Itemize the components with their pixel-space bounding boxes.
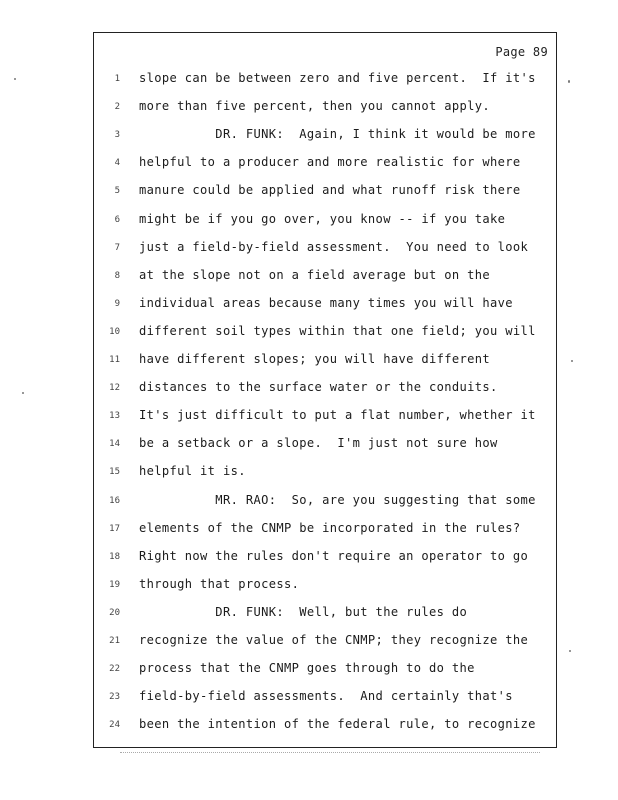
line-number: 8 <box>114 270 120 281</box>
line-text: manure could be applied and what runoff risk there <box>139 183 521 198</box>
transcript-line <box>94 436 556 456</box>
transcript-line <box>94 408 556 428</box>
line-text: different soil types within that one field; you will <box>139 323 536 338</box>
page-number: Page 89 <box>495 45 548 59</box>
line-number: 7 <box>114 242 120 253</box>
line-text: might be if you go over, you know -- if you take <box>139 211 506 226</box>
scan-speck <box>14 78 16 80</box>
line-number: 10 <box>109 326 120 337</box>
transcript-line <box>94 549 556 569</box>
transcript-line <box>94 296 556 316</box>
line-text: process that the CNMP goes through to do the <box>139 661 475 676</box>
scan-speck <box>569 650 571 652</box>
line-number: 13 <box>109 411 120 422</box>
transcript-line <box>94 127 556 147</box>
line-number: 3 <box>114 130 120 141</box>
transcript-line <box>94 717 556 737</box>
line-number: 14 <box>109 439 120 450</box>
line-number: 5 <box>114 186 120 197</box>
line-number: 4 <box>114 158 120 169</box>
line-text: just a field-by-field assessment. You need to look <box>139 239 529 254</box>
line-text: through that process. <box>139 576 300 591</box>
transcript-line <box>94 605 556 625</box>
line-text: been the intention of the federal rule, to recognize <box>139 717 536 732</box>
line-number: 11 <box>109 355 120 365</box>
scan-speck <box>22 392 24 394</box>
transcript-line <box>94 464 556 484</box>
line-text: helpful it is. <box>139 464 246 479</box>
line-number: 16 <box>109 495 120 506</box>
line-text: DR. FUNK: Again, I think it would be more <box>139 127 536 142</box>
transcript-line <box>94 240 556 260</box>
line-number: 19 <box>109 579 120 590</box>
line-number: 24 <box>109 720 120 731</box>
line-text: Right now the rules don't require an operator to go <box>139 548 529 563</box>
line-number: 6 <box>114 214 120 225</box>
line-number: 1 <box>114 74 120 84</box>
line-text: at the slope not on a field average but on the <box>139 267 491 282</box>
line-text: individual areas because many times you will have <box>139 295 513 310</box>
transcript-line <box>94 155 556 175</box>
scan-speck <box>568 80 570 83</box>
transcript-line <box>94 689 556 709</box>
line-number: 20 <box>109 607 120 618</box>
line-text: field-by-field assessments. And certainly that's <box>139 689 513 704</box>
line-number: 17 <box>109 523 120 534</box>
transcript-line <box>94 661 556 681</box>
transcript-page <box>93 32 557 748</box>
transcript-line <box>94 577 556 597</box>
scan-artifact-line <box>120 752 540 755</box>
line-text: elements of the CNMP be incorporated in the rules? <box>139 520 521 535</box>
line-text: DR. FUNK: Well, but the rules do <box>139 604 468 619</box>
line-number: 12 <box>109 383 120 394</box>
transcript-line <box>94 352 556 372</box>
line-text: be a setback or a slope. I'm just not sure how <box>139 436 498 451</box>
transcript-line <box>94 633 556 653</box>
line-number: 22 <box>109 664 120 675</box>
transcript-line <box>94 521 556 541</box>
transcript-line <box>94 212 556 232</box>
transcript-line <box>94 183 556 203</box>
line-number: 23 <box>109 692 120 703</box>
transcript-line <box>94 268 556 288</box>
transcript-line <box>94 493 556 513</box>
line-text: It's just difficult to put a flat number, whether it <box>139 408 536 423</box>
transcript-line <box>94 380 556 400</box>
line-text: helpful to a producer and more realistic for where <box>139 155 521 170</box>
line-text: have different slopes; you will have different <box>139 352 491 366</box>
line-number: 9 <box>114 298 120 309</box>
line-text: slope can be between zero and five percent. If it's <box>139 71 536 85</box>
transcript-line <box>94 324 556 344</box>
line-number: 2 <box>114 102 120 113</box>
transcript-line <box>94 71 556 91</box>
line-number: 21 <box>109 636 120 646</box>
line-text: distances to the surface water or the conduits. <box>139 380 498 395</box>
line-number: 18 <box>109 551 120 562</box>
line-number: 15 <box>109 467 120 478</box>
line-text: recognize the value of the CNMP; they recognize the <box>139 633 529 647</box>
line-text: more than five percent, then you cannot apply. <box>139 99 491 114</box>
scan-speck <box>571 360 573 362</box>
transcript-line <box>94 99 556 119</box>
line-text: MR. RAO: So, are you suggesting that some <box>139 492 536 507</box>
